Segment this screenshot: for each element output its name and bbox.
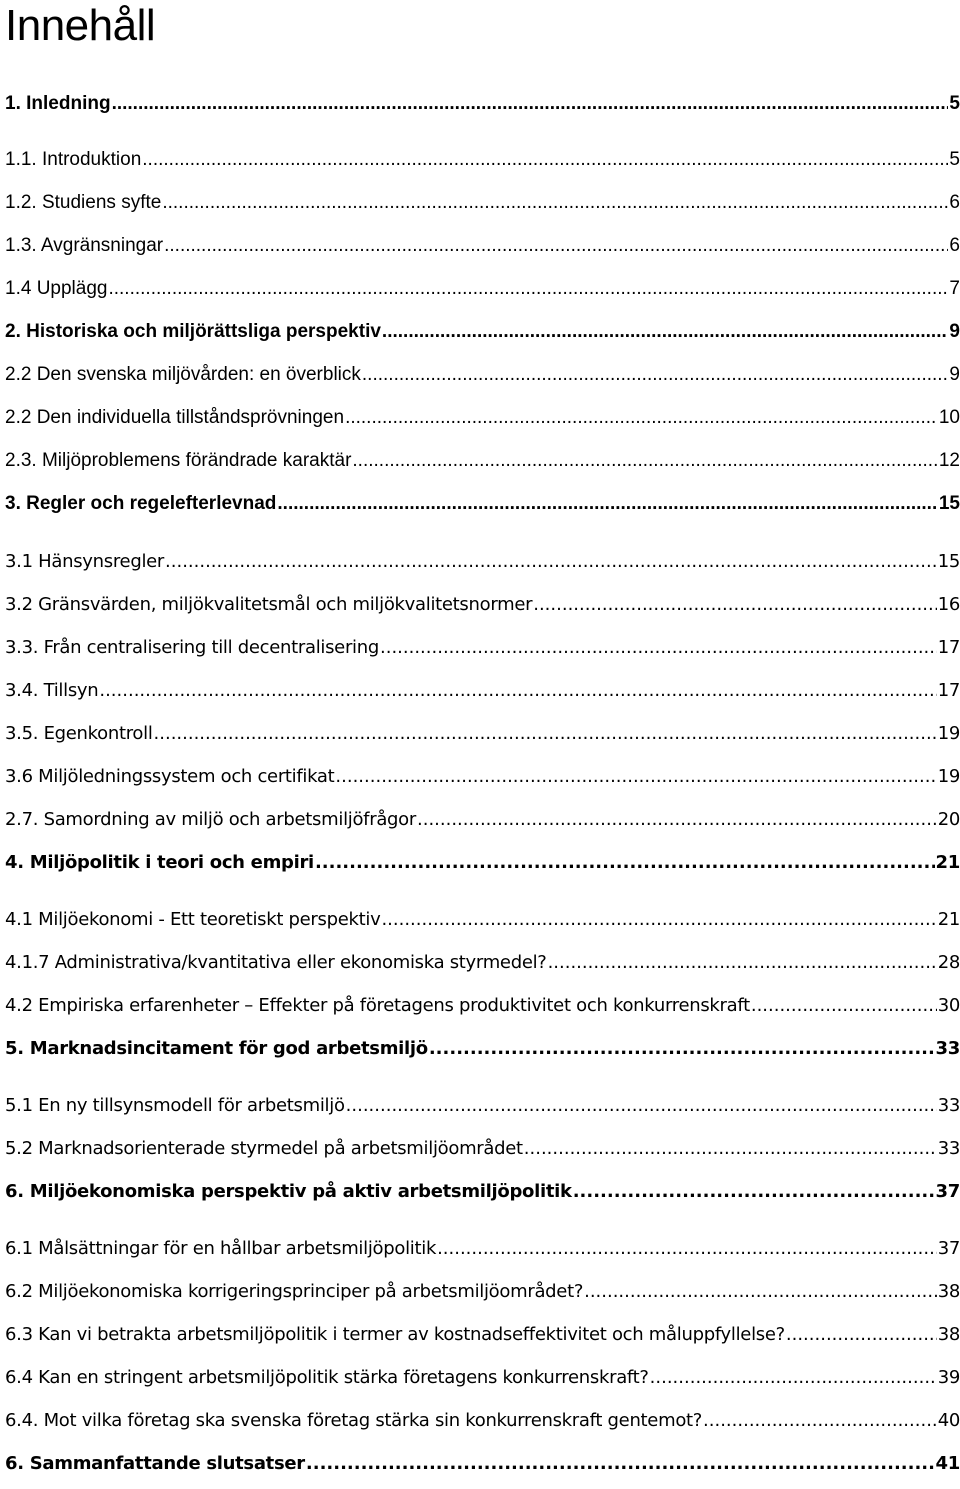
toc-entry-label: 6.3 Kan vi betrakta arbetsmiljöpolitik i termer av kostnadseffektivitet och måluppfyllelse? bbox=[5, 1323, 785, 1345]
toc-entry-page: 9 bbox=[949, 321, 960, 342]
toc-entry-page: 40 bbox=[937, 1409, 960, 1431]
toc-dot-leader bbox=[154, 723, 937, 744]
toc-entry-label: 4.2 Empiriska erfarenheter – Effekter på företagens produktivitet och konkurrenskraft bbox=[5, 994, 750, 1016]
toc-entry[interactable] bbox=[0, 1089, 960, 1121]
toc-entry-label: 3.1 Hänsynsregler bbox=[5, 550, 165, 572]
toc-entry-page: 16 bbox=[937, 593, 960, 615]
toc-entry-label: 2.3. Miljöproblemens förändrade karaktär bbox=[5, 450, 352, 471]
toc-entry-label: 4. Miljöpolitik i teori och empiri bbox=[5, 851, 314, 873]
toc-entry-label: 6. Miljöekonomiska perspektiv på aktiv arbetsmiljöpolitik bbox=[5, 1180, 572, 1202]
toc-entry-page: 6 bbox=[949, 192, 960, 213]
toc-entry-page: 28 bbox=[937, 951, 960, 973]
toc-entry-label: 2.7. Samordning av miljö och arbetsmiljöfrågor bbox=[5, 808, 416, 830]
toc-dot-leader bbox=[277, 493, 937, 515]
toc-entry[interactable] bbox=[0, 1032, 960, 1064]
toc-entry[interactable] bbox=[0, 273, 960, 305]
toc-entry-page: 41 bbox=[935, 1452, 960, 1474]
toc-dot-leader bbox=[703, 1410, 937, 1431]
toc-entry-page: 39 bbox=[937, 1366, 960, 1388]
toc-entry-page: 37 bbox=[937, 1237, 960, 1259]
toc-dot-leader bbox=[437, 1238, 937, 1259]
toc-entry-page: 33 bbox=[937, 1094, 960, 1116]
toc-entry-page: 33 bbox=[935, 1037, 960, 1059]
toc-entry[interactable] bbox=[0, 359, 960, 391]
toc-entry[interactable] bbox=[0, 674, 960, 706]
toc-entry-page: 30 bbox=[937, 994, 960, 1016]
toc-entry-label: 6.4 Kan en stringent arbetsmiljöpolitik stärka företagens konkurrenskraft? bbox=[5, 1366, 649, 1388]
toc-entry[interactable] bbox=[0, 1275, 960, 1307]
toc-entry[interactable] bbox=[0, 1447, 960, 1479]
toc-dot-leader bbox=[380, 637, 937, 658]
toc-entry-label: 5.1 En ny tillsynsmodell för arbetsmiljö bbox=[5, 1094, 345, 1116]
toc-dot-leader bbox=[335, 766, 936, 787]
toc-dot-leader bbox=[382, 321, 949, 343]
toc-dot-leader bbox=[362, 364, 949, 386]
toc-dot-leader bbox=[381, 909, 936, 930]
toc-entry[interactable] bbox=[0, 588, 960, 620]
toc-entry-label: 2.2 Den svenska miljövården: en överblick bbox=[5, 364, 361, 385]
toc-entry[interactable] bbox=[0, 631, 960, 663]
toc-entry[interactable] bbox=[0, 488, 960, 520]
toc-entry[interactable] bbox=[0, 545, 960, 577]
toc-entry[interactable] bbox=[0, 144, 960, 176]
toc-entry-label: 1.1. Introduktion bbox=[5, 149, 142, 170]
toc-entry-page: 15 bbox=[938, 493, 960, 514]
toc-dot-leader bbox=[548, 952, 937, 973]
toc-entry-label: 1.4 Upplägg bbox=[5, 278, 108, 299]
toc-entry-page: 7 bbox=[949, 278, 960, 299]
page-title: Innehåll bbox=[5, 1, 156, 50]
toc-entry-label: 1.2. Studiens syfte bbox=[5, 192, 162, 213]
toc-entry-page: 9 bbox=[949, 364, 960, 385]
toc-entry[interactable] bbox=[0, 230, 960, 262]
toc-entry[interactable] bbox=[0, 760, 960, 792]
toc-entry-page: 15 bbox=[937, 550, 960, 572]
toc-entry[interactable] bbox=[0, 445, 960, 477]
toc-entry-page: 10 bbox=[938, 407, 960, 428]
toc-dot-leader bbox=[108, 278, 948, 300]
toc-entry-page: 17 bbox=[937, 679, 960, 701]
toc-entry-label: 3. Regler och regelefterlevnad bbox=[5, 493, 277, 514]
toc-dot-leader bbox=[524, 1138, 937, 1159]
toc-dot-leader bbox=[346, 1095, 937, 1116]
toc-dot-leader bbox=[345, 407, 938, 429]
toc-entry[interactable] bbox=[0, 187, 960, 219]
toc-entry[interactable] bbox=[0, 1232, 960, 1264]
toc-dot-leader bbox=[429, 1038, 935, 1059]
toc-dot-leader bbox=[417, 809, 937, 830]
toc-dot-leader bbox=[99, 680, 936, 701]
toc-dot-leader bbox=[533, 594, 936, 615]
toc-entry-label: 5. Marknadsincitament för god arbetsmiljö bbox=[5, 1037, 428, 1059]
toc-dot-leader bbox=[751, 995, 937, 1016]
toc-entry[interactable] bbox=[0, 1175, 960, 1207]
toc-entry-label: 3.2 Gränsvärden, miljökvalitetsmål och miljökvalitetsnormer bbox=[5, 593, 533, 615]
toc-entry[interactable] bbox=[0, 88, 960, 120]
toc-entry[interactable] bbox=[0, 1132, 960, 1164]
toc-entry-label: 2. Historiska och miljörättsliga perspektiv bbox=[5, 321, 381, 342]
toc-entry-label: 5.2 Marknadsorienterade styrmedel på arbetsmiljöområdet bbox=[5, 1137, 523, 1159]
toc-entry-label: 4.1 Miljöekonomi - Ett teoretiskt perspektiv bbox=[5, 908, 381, 930]
toc-entry-page: 5 bbox=[949, 93, 960, 114]
toc-entry-page: 19 bbox=[937, 722, 960, 744]
toc-dot-leader bbox=[164, 235, 948, 257]
toc-entry-page: 6 bbox=[949, 235, 960, 256]
toc-entry[interactable] bbox=[0, 1404, 960, 1436]
toc-entry-label: 3.3. Från centralisering till decentralisering bbox=[5, 636, 379, 658]
toc-dot-leader bbox=[584, 1281, 937, 1302]
toc-entry-page: 38 bbox=[937, 1280, 960, 1302]
toc-dot-leader bbox=[142, 149, 948, 171]
toc-entry[interactable] bbox=[0, 717, 960, 749]
toc-entry-label: 3.5. Egenkontroll bbox=[5, 722, 153, 744]
toc-entry-page: 33 bbox=[937, 1137, 960, 1159]
toc-entry-label: 6.4. Mot vilka företag ska svenska företag stärka sin konkurrenskraft gentemot? bbox=[5, 1409, 703, 1431]
toc-entry[interactable] bbox=[0, 989, 960, 1021]
toc-entry-page: 19 bbox=[937, 765, 960, 787]
toc-dot-leader bbox=[306, 1453, 935, 1474]
toc-dot-leader bbox=[786, 1324, 937, 1345]
toc-entry-label: 6.1 Målsättningar för en hållbar arbetsmiljöpolitik bbox=[5, 1237, 437, 1259]
toc-entry-label: 2.2 Den individuella tillståndsprövningen bbox=[5, 407, 345, 428]
toc-dot-leader bbox=[162, 192, 948, 214]
toc-dot-leader bbox=[165, 551, 937, 572]
toc-entry-label: 1. Inledning bbox=[5, 93, 111, 114]
toc-entry[interactable] bbox=[0, 1318, 960, 1350]
toc-entry-label: 6.2 Miljöekonomiska korrigeringsprinciper på arbetsmiljöområdet? bbox=[5, 1280, 584, 1302]
toc-entry[interactable] bbox=[0, 846, 960, 878]
toc-entry-page: 20 bbox=[937, 808, 960, 830]
toc-dot-leader bbox=[573, 1181, 935, 1202]
toc-entry-label: 3.6 Miljöledningssystem och certifikat bbox=[5, 765, 335, 787]
toc-entry-page: 17 bbox=[937, 636, 960, 658]
toc-entry[interactable] bbox=[0, 946, 960, 978]
toc-entry[interactable] bbox=[0, 1361, 960, 1393]
toc-entry[interactable] bbox=[0, 316, 960, 348]
toc-entry[interactable] bbox=[0, 903, 960, 935]
toc-dot-leader bbox=[315, 852, 935, 873]
toc-entry-page: 21 bbox=[935, 851, 960, 873]
toc-dot-leader bbox=[112, 93, 949, 115]
toc-entry-label: 6. Sammanfattande slutsatser bbox=[5, 1452, 305, 1474]
toc-entry-label: 1.3. Avgränsningar bbox=[5, 235, 164, 256]
toc-entry-label: 3.4. Tillsyn bbox=[5, 679, 99, 701]
toc-entry-page: 5 bbox=[949, 149, 960, 170]
toc-dot-leader bbox=[650, 1367, 937, 1388]
toc-entry[interactable] bbox=[0, 402, 960, 434]
toc-dot-leader bbox=[352, 450, 937, 472]
toc-entry-page: 12 bbox=[938, 450, 960, 471]
toc-entry-page: 37 bbox=[935, 1180, 960, 1202]
toc-entry[interactable] bbox=[0, 803, 960, 835]
toc-entry-page: 38 bbox=[937, 1323, 960, 1345]
toc-entry-label: 4.1.7 Administrativa/kvantitativa eller ekonomiska styrmedel? bbox=[5, 951, 547, 973]
toc-entry-page: 21 bbox=[937, 908, 960, 930]
